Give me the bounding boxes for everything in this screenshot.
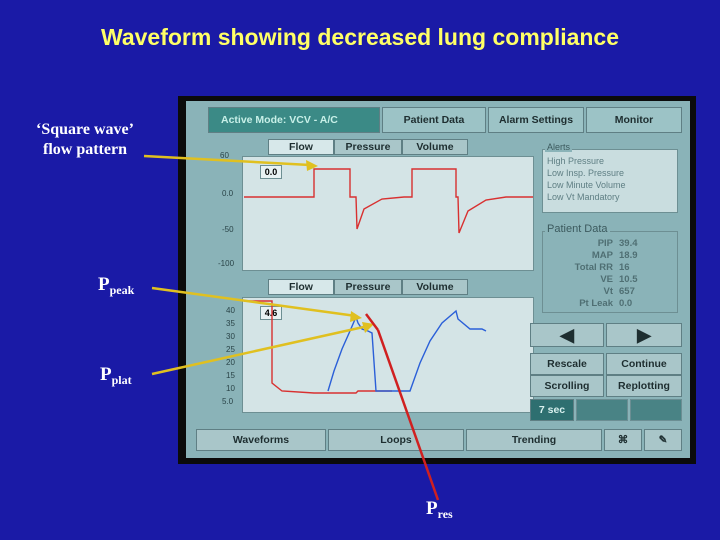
pres-label-sub: res — [437, 507, 453, 521]
flow-tick-neg50: -50 — [222, 225, 234, 234]
pressure-tick-40: 40 — [226, 306, 235, 315]
pressure-tick-15: 15 — [226, 371, 235, 380]
sweep-speed-button[interactable]: 7 sec — [530, 399, 574, 421]
pplat-label-sub: plat — [111, 373, 132, 387]
pres-label — [426, 498, 453, 522]
square-wave-arrow — [144, 156, 310, 165]
top-tab-flow[interactable]: Flow — [268, 139, 334, 155]
patient-data-key: Vt — [603, 286, 613, 297]
pressure-tick-35: 35 — [226, 319, 235, 328]
alert-item: High Pressure — [547, 156, 605, 166]
pressure-readout: 4.6 — [260, 306, 282, 320]
square-wave-label: ‘Square wave’ flow pattern — [36, 121, 134, 158]
flow-readout: 0.0 — [260, 165, 282, 179]
tools-icon[interactable]: ✎ — [644, 429, 682, 451]
scroll-right-arrow-icon[interactable]: ▶ — [606, 323, 682, 347]
scrolling-button[interactable]: Scrolling — [530, 375, 604, 397]
ppeak-label-main: P — [98, 274, 110, 295]
ppeak-arrowhead — [350, 311, 362, 322]
patient-data-value: 10.5 — [619, 274, 638, 285]
top-tab-pressure[interactable]: Pressure — [334, 139, 402, 155]
flow-tick-neg100: -100 — [218, 259, 235, 268]
slide-title: Waveform showing decreased lung compliance — [100, 24, 620, 50]
tab-monitor[interactable]: Monitor — [586, 107, 682, 133]
continue-button[interactable]: Continue — [606, 353, 682, 375]
top-tab-volume[interactable]: Volume — [402, 139, 468, 155]
pres-label-main: P — [426, 498, 438, 519]
pplat-label-main: P — [100, 364, 112, 385]
patient-data-key: VE — [600, 274, 613, 285]
tab-trending[interactable]: Trending — [466, 429, 602, 451]
active-mode-banner: Active Mode: VCV - A/C — [208, 107, 380, 133]
scroll-left-arrow-icon[interactable]: ◀ — [530, 323, 604, 347]
patient-data-value: 0.0 — [619, 298, 633, 309]
flow-tick-top: 60 — [220, 151, 229, 160]
patient-data-key: Pt Leak — [579, 298, 613, 309]
patient-data-key: Total RR — [574, 262, 613, 273]
patient-data-value: 657 — [619, 286, 635, 297]
pres-line-lower — [378, 330, 438, 500]
pressure-tick-10: 10 — [226, 384, 235, 393]
ppeak-arrow — [152, 288, 356, 316]
bottom-tab-volume[interactable]: Volume — [402, 279, 468, 295]
pplat-arrow — [152, 326, 368, 374]
bottom-tab-flow[interactable]: Flow — [268, 279, 334, 295]
pressure-tick-25: 25 — [226, 345, 235, 354]
tab-alarm-settings[interactable]: Alarm Settings — [488, 107, 584, 133]
patient-data-key: MAP — [591, 250, 613, 261]
pressure-tick-30: 30 — [226, 332, 235, 341]
tab-waveforms[interactable]: Waveforms — [196, 429, 326, 451]
flow-tick-zero: 0.0 — [222, 189, 234, 198]
patient-data-key: PIP — [597, 238, 613, 249]
patient-data-value: 39.4 — [619, 238, 638, 249]
tab-loops[interactable]: Loops — [328, 429, 464, 451]
pressure-tick-20: 20 — [226, 358, 235, 367]
alert-item: Low Vt Mandatory — [547, 192, 620, 202]
patient-data-value: 18.9 — [619, 250, 638, 261]
alerts-title: Alerts — [547, 142, 571, 152]
alert-item: Low Minute Volume — [547, 180, 626, 190]
tab-patient-data[interactable]: Patient Data — [382, 107, 486, 133]
patient-data-title: Patient Data — [547, 223, 608, 235]
ppeak-label-sub: peak — [109, 283, 135, 297]
alert-item: Low Insp. Pressure — [547, 168, 625, 178]
square-wave-arrowhead — [306, 160, 318, 171]
replotting-button[interactable]: Replotting — [606, 375, 682, 397]
rescale-button[interactable]: Rescale — [530, 353, 604, 375]
patient-data-value: 16 — [619, 262, 630, 273]
pressure-tick-5: 5.0 — [222, 397, 234, 406]
bottom-tab-pressure[interactable]: Pressure — [334, 279, 402, 295]
lungs-icon[interactable]: ⌘ — [604, 429, 642, 451]
